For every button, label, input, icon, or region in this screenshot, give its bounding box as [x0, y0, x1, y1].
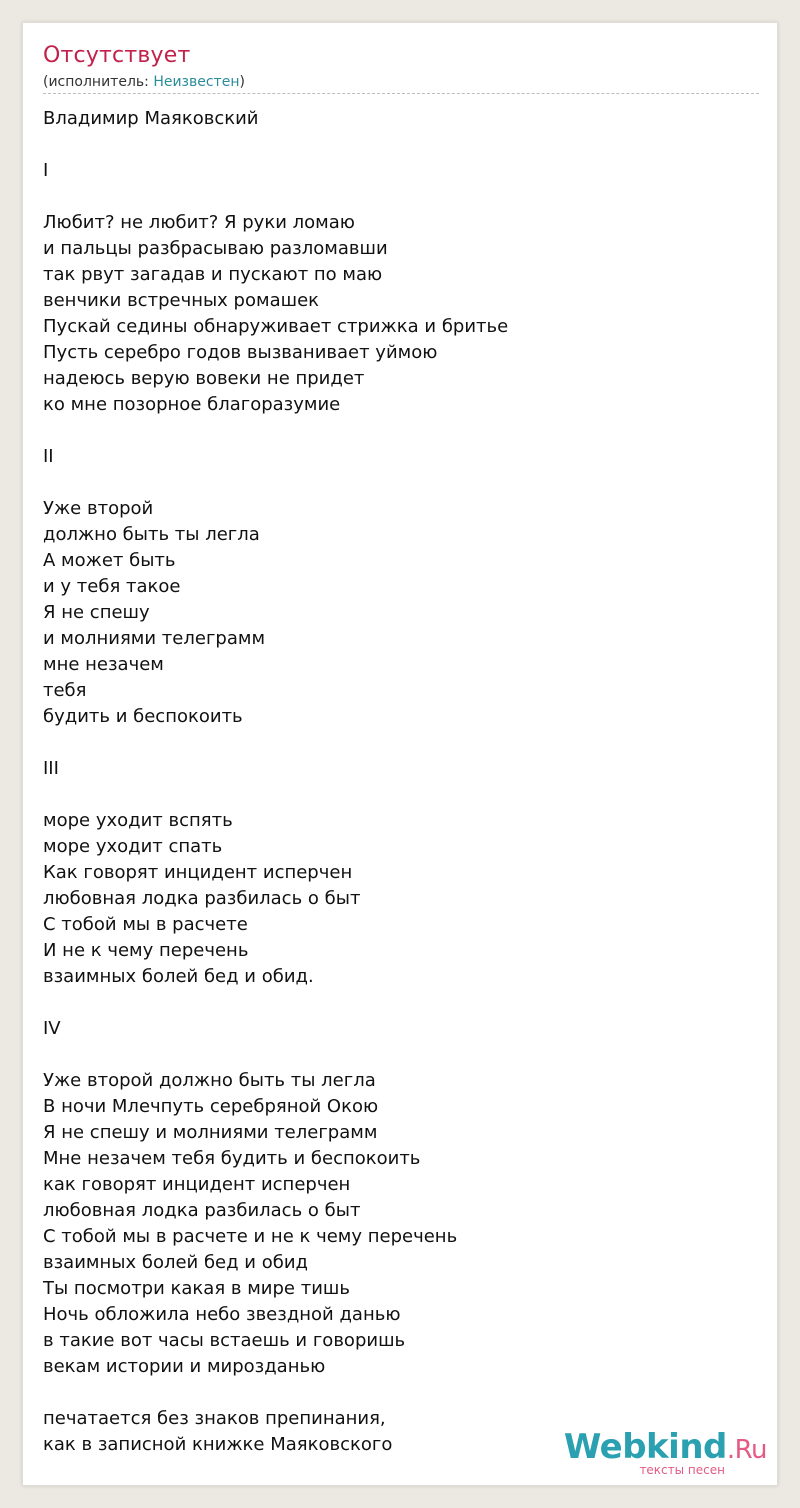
lyrics-body [43, 106, 743, 1458]
lyric-line: А может быть [43, 550, 176, 571]
lyric-line: взаимных болей бед и обид [43, 1252, 308, 1273]
lyric-line: Мне незачем тебя будить и беспокоить [43, 1148, 421, 1169]
lyric-blank-line [43, 1380, 743, 1406]
lyric-line: IV [43, 1018, 61, 1039]
lyric-line: Любит? не любит? Я руки ломаю [43, 212, 355, 233]
lyric-line: в такие вот часы встаешь и говоришь [43, 1330, 406, 1351]
logo-tld: .Ru [726, 1435, 767, 1465]
lyric-line: III [43, 758, 59, 779]
header-divider [43, 93, 759, 94]
lyric-line: любовная лодка разбилась о быт [43, 888, 361, 909]
lyric-line: будить и беспокоить [43, 706, 243, 727]
artist-prefix: (исполнитель: [43, 74, 154, 90]
lyric-line: В ночи Млечпуть серебряной Окою [43, 1096, 379, 1117]
lyric-line: море уходит вспять [43, 810, 233, 831]
lyric-line: Ты посмотри какая в мире тишь [43, 1278, 350, 1299]
lyric-line: И не к чему перечень [43, 940, 249, 961]
lyric-line: и пальцы разбрасываю разломавши [43, 238, 388, 259]
lyric-line: как в записной книжке Маяковского [43, 1434, 393, 1455]
lyric-line: Я не спешу [43, 602, 150, 623]
logo-name: Webkind [563, 1427, 727, 1467]
lyric-line: Уже второй [43, 498, 154, 519]
lyric-line: Уже второй должно быть ты легла [43, 1070, 376, 1091]
lyric-line: взаимных болей бед и обид. [43, 966, 314, 987]
lyric-line: как говорят инцидент исперчен [43, 1174, 351, 1195]
lyric-blank-line [43, 184, 743, 210]
lyric-line: тебя [43, 680, 87, 701]
artist-link[interactable]: Неизвестен [153, 74, 240, 90]
lyric-line: Владимир Маяковский [43, 108, 259, 129]
lyric-line: так рвут загадав и пускают по маю [43, 264, 383, 285]
webkind-logo[interactable] [563, 1427, 767, 1477]
lyric-line: любовная лодка разбилась о быт [43, 1200, 361, 1221]
lyric-line: II [43, 446, 54, 467]
artist-line [43, 74, 245, 90]
lyric-blank-line [43, 990, 743, 1016]
lyric-line: надеюсь верую вовеки не придет [43, 368, 365, 389]
song-title: Отсутствует [43, 43, 191, 68]
lyric-line: ко мне позорное благоразумие [43, 394, 341, 415]
lyric-line: море уходит спать [43, 836, 223, 857]
lyric-line: С тобой мы в расчете и не к чему перечень [43, 1226, 458, 1247]
lyric-line: Пускай седины обнаруживает стрижка и бритье [43, 316, 509, 337]
lyric-blank-line [43, 730, 743, 756]
lyric-line: и молниями телеграмм [43, 628, 266, 649]
logo-tagline: тексты песен [639, 1463, 725, 1477]
lyric-blank-line [43, 470, 743, 496]
lyric-line: С тобой мы в расчете [43, 914, 248, 935]
lyric-line: Я не спешу и молниями телеграмм [43, 1122, 378, 1143]
lyric-line: должно быть ты легла [43, 524, 260, 545]
lyric-line: Как говорят инцидент исперчен [43, 862, 353, 883]
lyric-line: и у тебя такое [43, 576, 181, 597]
lyric-line: I [43, 160, 49, 181]
lyric-line: венчики встречных ромашек [43, 290, 320, 311]
lyric-line: печатается без знаков препинания, [43, 1408, 386, 1429]
lyrics-page [22, 22, 778, 1486]
lyric-line: Ночь обложила небо звездной данью [43, 1304, 401, 1325]
lyric-line: мне незачем [43, 654, 164, 675]
lyric-blank-line [43, 418, 743, 444]
lyric-blank-line [43, 1042, 743, 1068]
lyric-line: векам истории и мирозданью [43, 1356, 326, 1377]
artist-suffix: ) [239, 74, 245, 90]
lyric-line: Пусть серебро годов вызванивает уймою [43, 342, 438, 363]
logo-wordmark [564, 1427, 767, 1467]
lyric-blank-line [43, 132, 743, 158]
lyric-blank-line [43, 782, 743, 808]
